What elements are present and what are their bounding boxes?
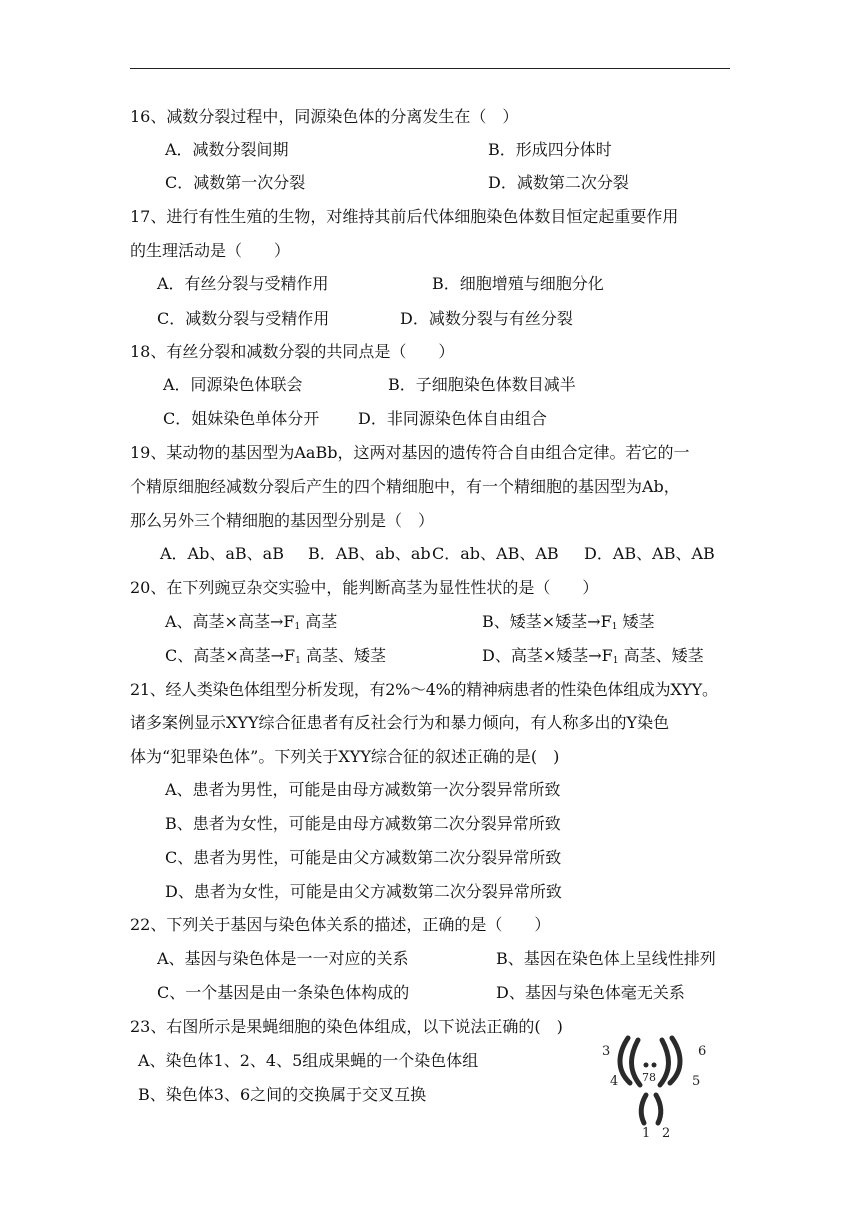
chromosome-label-3: 3: [602, 1044, 611, 1059]
dot-chromosome-7: [644, 1063, 649, 1068]
q22-option-d: D、基因与染色体毫无关系: [496, 983, 685, 1002]
q21-option-c: C、患者为男性，可能是由父方减数第二次分裂异常所致: [165, 848, 562, 867]
chromosome-figure: [590, 1035, 720, 1140]
chromosome-label-6: 6: [698, 1044, 707, 1059]
header-rule: [130, 68, 730, 69]
q16-stem: 16、减数分裂过程中，同源染色体的分离发生在（ ）: [130, 107, 519, 126]
chromosome-label-5: 5: [692, 1074, 701, 1089]
q17-option-c: C．减数分裂与受精作用: [157, 309, 330, 328]
chromosome-label-1: 1: [642, 1126, 651, 1140]
q22-stem: 22、下列关于基因与染色体关系的描述，正确的是（ ）: [130, 915, 551, 934]
q17-stem-line2: 的生理活动是（ ）: [130, 241, 291, 260]
q18-option-b: B．子细胞染色体数目减半: [388, 375, 576, 394]
q22-option-c: C、一个基因是由一条染色体构成的: [157, 983, 410, 1002]
q17-option-d: D．减数分裂与有丝分裂: [400, 309, 573, 328]
q21-option-b: B、患者为女性，可能是由母方减数第二次分裂异常所致: [165, 814, 561, 833]
q21-stem-line2: 诸多案例显示XYY综合征患者有反社会行为和暴力倾向，有人称多出的Y染色: [130, 713, 670, 732]
q18-option-d: D．非同源染色体自由组合: [358, 409, 547, 428]
q16-option-d: D．减数第二次分裂: [488, 173, 629, 192]
q21-stem-line1: 21、经人类染色体组型分析发现，有2%～4%的精神病患者的性染色体组成为XYY。: [130, 680, 718, 699]
q19-stem-line1: 19、某动物的基因型为AaBb，这两对基因的遗传符合自由组合定律。若它的一: [130, 443, 690, 462]
chromosome-label-4: 4: [610, 1074, 619, 1089]
q20-option-d: D、高茎×矮茎$\to F_1$ 高茎、矮茎: [482, 646, 704, 666]
q18-stem: 18、有丝分裂和减数分裂的共同点是（ ）: [130, 342, 455, 361]
q23-option-a: A、染色体1、2、4、5组成果蝇的一个染色体组: [138, 1051, 479, 1070]
q20-option-a: A、高茎×高茎$\to F_1$ 高茎: [165, 612, 338, 632]
q17-option-b: B．细胞增殖与细胞分化: [432, 274, 604, 293]
q16-option-a: A．减数分裂间期: [165, 140, 289, 159]
q16-option-c: C．减数第一次分裂: [165, 173, 306, 192]
q23-stem: 23、右图所示是果蝇细胞的染色体组成，以下说法正确的( ): [130, 1017, 563, 1036]
q19-option-c: C．ab、AB、AB: [432, 544, 559, 563]
q23-option-b: B、染色体3、6之间的交换属于交叉互换: [138, 1085, 427, 1104]
q19-stem-line3: 那么另外三个精细胞的基因型分别是（ ）: [130, 511, 435, 530]
q21-option-a: A、患者为男性，可能是由母方减数第一次分裂异常所致: [165, 780, 561, 799]
q16-option-b: B．形成四分体时: [488, 140, 612, 159]
q21-option-d: D、患者为女性，可能是由父方减数第二次分裂异常所致: [165, 882, 562, 901]
q19-option-d: D．AB、AB、AB: [584, 544, 715, 563]
chromosome-label-78: 78: [642, 1071, 656, 1084]
q22-option-b: B、基因在染色体上呈线性排列: [496, 949, 716, 968]
q19-option-a: A．Ab、aB、aB: [160, 544, 284, 563]
dot-chromosome-8: [652, 1063, 657, 1068]
q22-option-a: A、基因与染色体是一一对应的关系: [157, 949, 409, 968]
q17-stem-line1: 17、进行有性生殖的生物，对维持其前后代体细胞染色体数目恒定起重要作用: [130, 207, 679, 226]
q20-option-b: B、矮茎×矮茎$\to F_1$ 矮茎: [482, 612, 655, 632]
q17-option-a: A．有丝分裂与受精作用: [157, 274, 329, 293]
chromosome-label-2: 2: [662, 1126, 671, 1140]
q21-stem-line3: 体为“犯罪染色体”。下列关于XYY综合征的叙述正确的是( ): [130, 747, 560, 766]
q19-option-b: B．AB、ab、ab: [308, 544, 431, 563]
q18-option-a: A．同源染色体联会: [163, 375, 303, 394]
q19-stem-line2: 个精原细胞经减数分裂后产生的四个精细胞中，有一个精细胞的基因型为Ab，: [130, 477, 680, 496]
q20-option-c: C、高茎×高茎$\to F_1$ 高茎、矮茎: [165, 646, 386, 666]
q18-option-c: C．姐妹染色单体分开: [163, 409, 320, 428]
q20-stem: 20、在下列豌豆杂交实验中，能判断高茎为显性性状的是（ ）: [130, 578, 599, 597]
